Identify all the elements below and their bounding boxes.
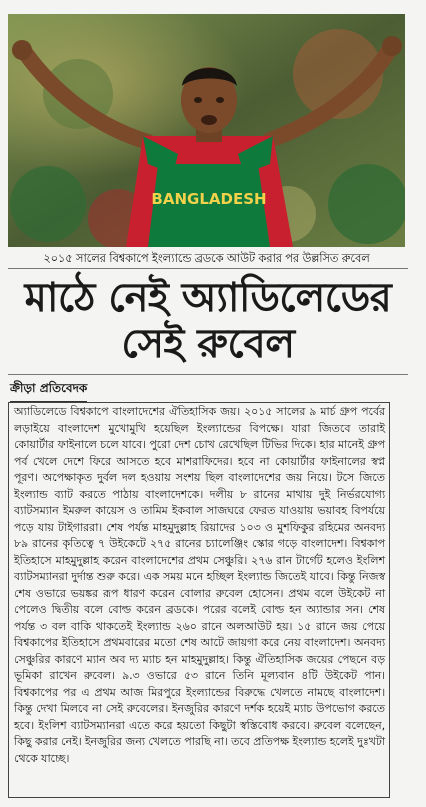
byline: ক্রীড়া প্রতিবেদক	[10, 380, 87, 402]
divider-top	[8, 268, 408, 269]
divider-mid	[8, 374, 408, 375]
article-body-box	[8, 402, 390, 798]
headline-line-1: মাঠে নেই অ্যাডিলেডের	[24, 275, 392, 321]
photo-illustration	[8, 14, 405, 247]
headline	[8, 275, 408, 367]
article-body: অ্যাডিলেডে বিশ্বকাপে বাংলাদেশের ঐতিহাসিক জয়। ২০১৫ সালের ৯ মার্চ গ্রুপ পর্বের লড়াইয়ে বাংলাদেশ মুখোমুখি হয়েছিল ইংল্যান্ডের বিপক্ষে। যারা জিতবে তারাই কোয়ার্টার ফাইনালে চলে যাবে। পুরো দেশ চোখ রেখেছিল টিভির দিকে। হার মানেই গ্রুপ পর্ব খেলে দেশে ফিরে আসতে হবে মাশরাফিদের। হবে না কোয়ার্টার ফাইনালের স্বপ্ন পূরণ। অপেক্ষাকৃত দুর্বল দল হওয়ায় সংশয় ছিল বাংলাদেশের জয় নিয়ে। টসে জিতে ইংল্যান্ড ব্যাট করতে পাঠায় বাংলাদেশকে। দলীয় ৮ রানের মাথায় দুই নির্ভরযোগ্য ব্যাটসম্যান ইমরুল কায়েস ও তামিম ইকবাল সাজঘরে ফেরত যাওয়ায় ভয়াবহ বিপর্যয়ে পড়ে যায় টাইগাররা। শেষ পর্যন্ত মাহমুদুল্লাহ রিয়াদের ১০৩ ও মুশফিকুর রহিমের অনবদ্য ৮৯ রানের কৃতিত্বে ৭ উইকেটে ২৭৫ রানের চ্যালেঞ্জিং স্কোর গড়ে বাংলাদেশ। বিশ্বকাপ ইতিহাসে মাহমুদুল্লাহ করেন বাংলাদেশের প্রথম সেঞ্চুরি। ২৭৬ রান টার্গেট হলেও ইংলিশ ব্যাটসম্যানরা দুর্দান্ত শুরু করে। এক সময় মনে হচ্ছিল ইংল্যান্ড জিতেই যাবে। কিন্তু নিজস্ব শেষ ওভারে ভয়ঙ্কর রূপ ধারণ করেন বোলার রুবেল হোসেন। প্রথম বলে উইকেট না পেলেও দ্বিতীয় বলে বোল্ড করেন ব্রডকে। পরের বলেই বোল্ড হন অ্যান্ডার সন। শেষ পর্যন্ত ৩ বল বাকি থাকতেই ইংল্যান্ড ২৬০ রানে অলআউট হয়। ১৫ রানে জয় পেয়ে বিশ্বকাপের ইতিহাসে প্রথমবারের মতো শেষ আটে জায়গা করে নেয় বাংলাদেশ। অনবদ্য সেঞ্চুরির কারণে ম্যান অব দ্য ম্যাচ হন মাহমুদুল্লাহ। কিন্তু ঐতিহাসিক জয়ের পেছনে বড় ভূমিকা রাখেন রুবেল। ৯.৩ ওভারে ৫৩ রানে তিনি মূল্যবান ৪টি উইকেট পান। বিশ্বকাপের পর এ প্রথম আজ মিরপুরে ইংল্যান্ডের বিরুদ্ধে খেলতে নামছে বাংলাদেশ। কিন্তু দেখা মিলবে না সেই রুবেলের। ইনজুরির কারণে দর্শক হয়েই ম্যাচ উপভোগ করতে হবে। ইংলিশ ব্যাটসম্যানরা এতে করে হয়তো কিছুটা স্বস্তিবোধ করবে। রুবেল বলেছেন, কিছু করার নেই। ইনজুরির জন্য খেলতে পারছি না। তবে প্রতিপক্ষ ইংল্যান্ড হলেই দুঃখটা থেকে যাচ্ছে।	[14, 405, 385, 765]
cricketer-celebration-photo	[8, 14, 405, 247]
headline-line-2: সেই রুবেল	[121, 321, 295, 367]
photo-caption: ২০১৫ সালের বিশ্বকাপে ইংল্যান্ডে ব্রডকে আউট করার পর উল্লসিত রুবেল	[43, 251, 370, 265]
jersey-text: BANGLADESH	[151, 190, 267, 208]
